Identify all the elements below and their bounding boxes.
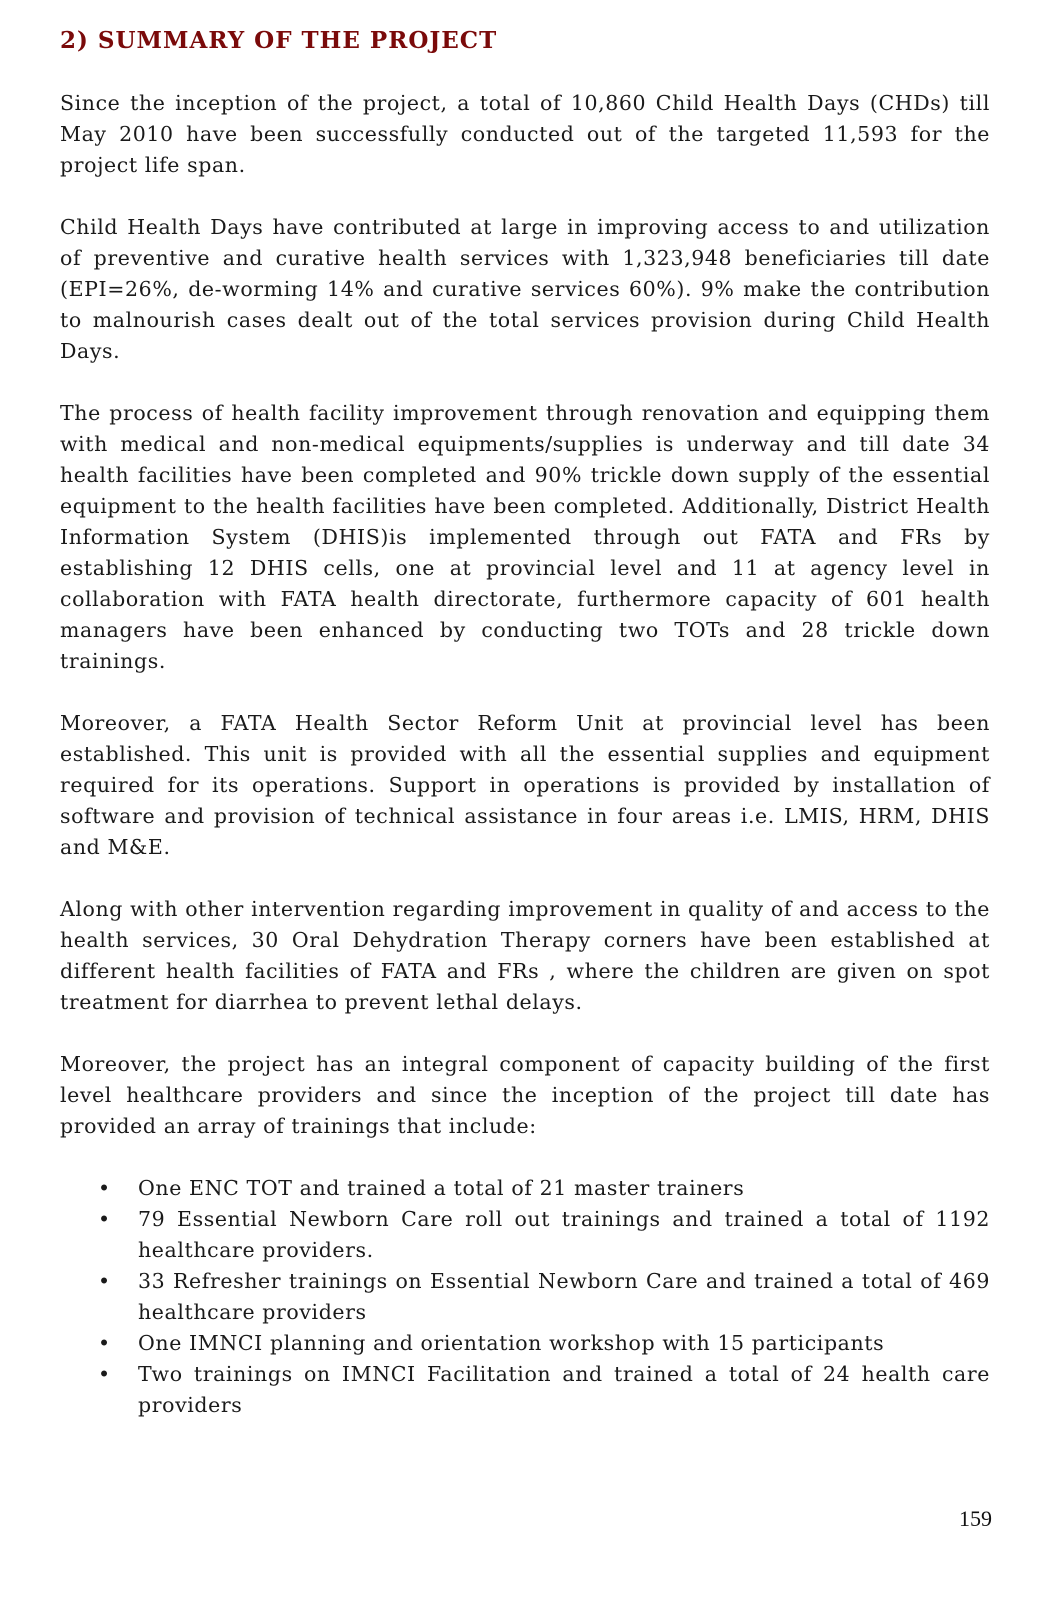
paragraph-capacity-building: Moreover, the project has an integral component of capacity building of the first level healthcare providers and since the inception of the project till date has provided an array of trainings that include:: [60, 1052, 990, 1138]
list-item-text: Two trainings on IMNCI Facilitation and trained a total of 24 health care providers: [138, 1362, 990, 1417]
paragraph-reform-unit: Moreover, a FATA Health Sector Reform Unit at provincial level has been established. This unit is provided with all the essential supplies and equipment required for its operations. Support in operations is provided by installation of software and provision of technical assistance in four areas i.e. LMIS, HRM, DHIS and M&E.: [60, 711, 990, 859]
bullet-icon: •: [98, 1176, 111, 1200]
list-item-text: One ENC TOT and trained a total of 21 master trainers: [138, 1176, 745, 1200]
spacer: [60, 181, 990, 212]
list-item: [60, 1204, 990, 1266]
list-item-text: 79 Essential Newborn Care roll out trainings and trained a total of 1192 healthcare providers.: [138, 1207, 990, 1262]
page-number: 159: [959, 1506, 992, 1531]
list-item: [60, 1359, 990, 1421]
document-page: [60, 24, 990, 1421]
spacer: [60, 367, 990, 398]
paragraph-chd-contribution: Child Health Days have contributed at large in improving access to and utilization of preventive and curative health services with 1,323,948 beneficiaries till date (EPI=26%, de-worming 14% and curative services 60%). 9% make the contribution to malnourish cases dealt out of the total services provision during Child Health Days.: [60, 215, 990, 363]
trainings-list: [60, 1173, 990, 1421]
bullet-icon: •: [98, 1269, 111, 1293]
list-item-text: 33 Refresher trainings on Essential Newborn Care and trained a total of 469 healthcare providers: [138, 1269, 990, 1324]
list-item: [60, 1328, 990, 1359]
spacer: [60, 677, 990, 708]
bullet-icon: •: [98, 1331, 111, 1355]
bullet-icon: •: [98, 1362, 111, 1386]
spacer: [60, 1018, 990, 1049]
spacer: [60, 1142, 990, 1173]
spacer: [60, 863, 990, 894]
list-item: [60, 1266, 990, 1328]
paragraph-odt-corners: Along with other intervention regarding improvement in quality of and access to the health services, 30 Oral Dehydration Therapy corners have been established at different health facilities of FATA and FRs , where the children are given on spot treatment for diarrhea to prevent lethal delays.: [60, 897, 990, 1014]
list-item-text: One IMNCI planning and orientation workshop with 15 participants: [138, 1331, 885, 1355]
list-item: [60, 1173, 990, 1204]
section-heading: 2) SUMMARY OF THE PROJECT: [60, 27, 498, 54]
paragraph-chd-summary: Since the inception of the project, a total of 10,860 Child Health Days (CHDs) till May 2010 have been successfully conducted out of the targeted 11,593 for the project life span.: [60, 91, 990, 177]
paragraph-facility-improvement: The process of health facility improvement through renovation and equipping them with medical and non-medical equipments/supplies is underway and till date 34 health facilities have been completed and 90% trickle down supply of the essential equipment to the health facilities have been completed. Additionally, District Health Information System (DHIS)is implemented through out FATA and FRs by establishing 12 DHIS cells, one at provincial level and 11 at agency level in collaboration with FATA health directorate, furthermore capacity of 601 health managers have been enhanced by conducting two TOTs and 28 trickle down trainings.: [60, 401, 990, 673]
bullet-icon: •: [98, 1207, 111, 1231]
